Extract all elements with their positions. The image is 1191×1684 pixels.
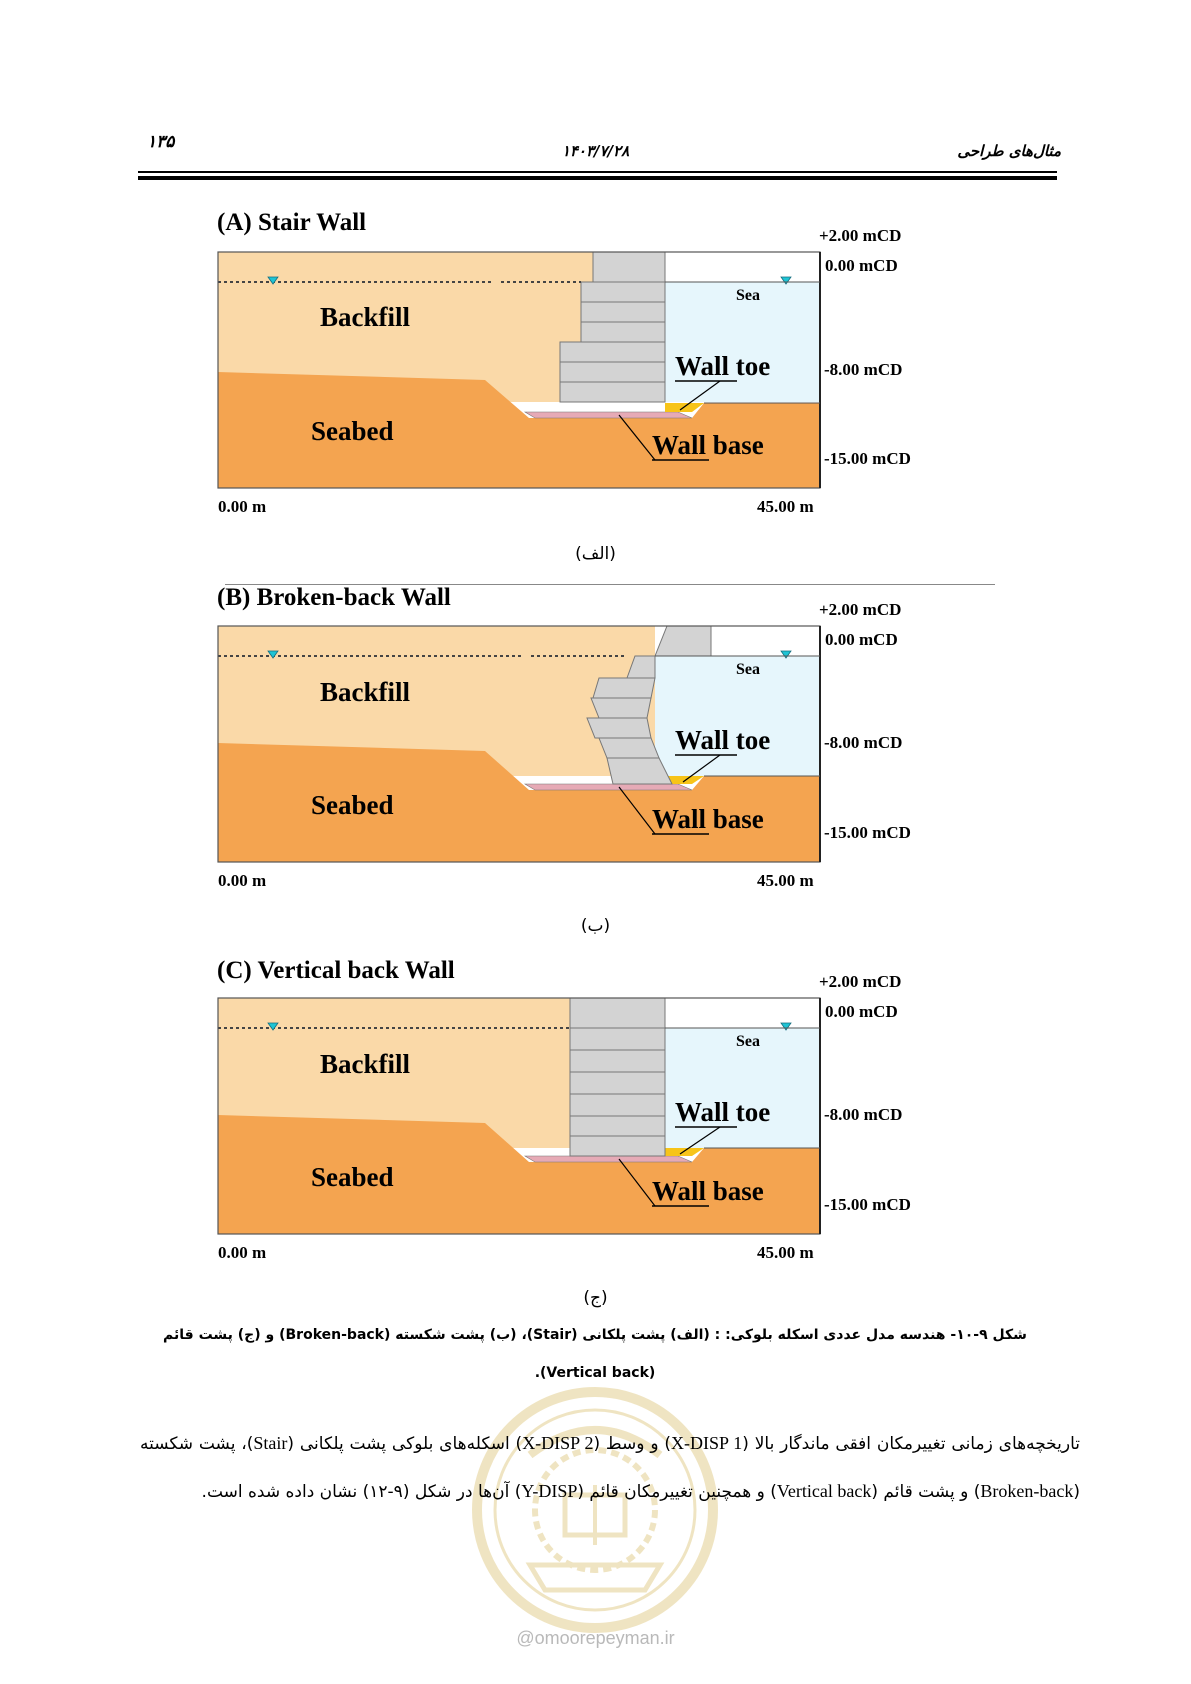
x-axis-right-label: 45.00 m [757,497,814,516]
level-label: -8.00 mCD [824,1105,903,1124]
seabed-label: Seabed [311,1162,394,1192]
wall-base-layer [525,412,692,418]
wall-base-label: Wall base [652,1176,764,1206]
body-paragraph: تاریخچه‌های زمانی تغییرمکان افقی ماندگار بالا (X-DISP 1) و وسط (X-DISP 2) اسکله‌های بلوکی پشت پلکانی (Stair)، پشت شکسته (Broken-back) و پشت قائم (Vertical back) و همچنین تغییرمکان قائم (Y-DISP) آن‌ها در شکل (۹-۱۲) نشان داده شده است. [140,1433,1080,1502]
figure-caption [140,1316,1050,1392]
wall-base-label: Wall base [652,430,764,460]
figure-title: (B) Broken-back Wall [217,586,451,611]
figure-title: (A) Stair Wall [217,209,367,236]
header-rule-thin [138,171,1057,173]
level-label: +2.00 mCD [819,226,902,245]
figure-vertical-back-wall [215,958,1015,1288]
level-label: 0.00 mCD [825,256,898,275]
wall-base-label: Wall base [652,804,764,834]
backfill-label: Backfill [320,1049,411,1079]
level-label: 0.00 mCD [825,1002,898,1021]
caption-line-1: شکل ۹-۱۰- هندسه مدل عددی اسکله بلوکی: : (الف) پشت پلکانی (Stair)، (ب) پشت شکسته (Broken-back) و (ج) پشت قائم [163,1327,1027,1343]
level-label: -15.00 mCD [824,1195,911,1214]
level-label: +2.00 mCD [819,972,902,991]
sea-label: Sea [736,661,760,678]
page-number: ۱۳۵ [147,132,175,152]
x-axis-left-label: 0.00 m [218,871,267,890]
chapter-title: مثال‌های طراحی [957,142,1061,160]
watermark-site: @omoorepeyman.ir [516,1628,675,1648]
level-label: -15.00 mCD [824,449,911,468]
level-label: -8.00 mCD [824,360,903,379]
figure-stair-wall [215,200,1015,530]
figure-letter: (ج) [583,1288,608,1308]
header-rule-thick [138,176,1057,180]
figure-letter: (الف) [575,544,616,564]
x-axis-left-label: 0.00 m [218,497,267,516]
level-label: -15.00 mCD [824,823,911,842]
divider [225,584,995,585]
wall-toe-label: Wall toe [675,725,771,755]
caption-line-2: (Vertical back). [534,1365,656,1381]
wall-toe-label: Wall toe [675,1097,771,1127]
vertical-back-blocks [570,998,665,1156]
wall-toe-label: Wall toe [675,351,771,381]
seabed-label: Seabed [311,790,394,820]
sea-label: Sea [736,287,760,304]
level-label: 0.00 mCD [825,630,898,649]
header-date: ۱۴۰۳/۷/۲۸ [561,142,630,160]
level-label: -8.00 mCD [824,733,903,752]
figure-broken-back-wall [215,586,1015,916]
backfill-label: Backfill [320,677,411,707]
figure-title: (C) Vertical back Wall [217,958,455,984]
wall-base-layer [525,784,692,790]
wall-base-layer [525,1156,692,1162]
figure-letter: (ب) [580,916,611,936]
wall-toe-fill [665,1148,704,1156]
level-label: +2.00 mCD [819,600,902,619]
seabed-label: Seabed [311,416,394,446]
sea-label: Sea [736,1033,760,1050]
x-axis-right-label: 45.00 m [757,1243,814,1262]
backfill-label: Backfill [320,302,411,332]
x-axis-left-label: 0.00 m [218,1243,267,1262]
x-axis-right-label: 45.00 m [757,871,814,890]
